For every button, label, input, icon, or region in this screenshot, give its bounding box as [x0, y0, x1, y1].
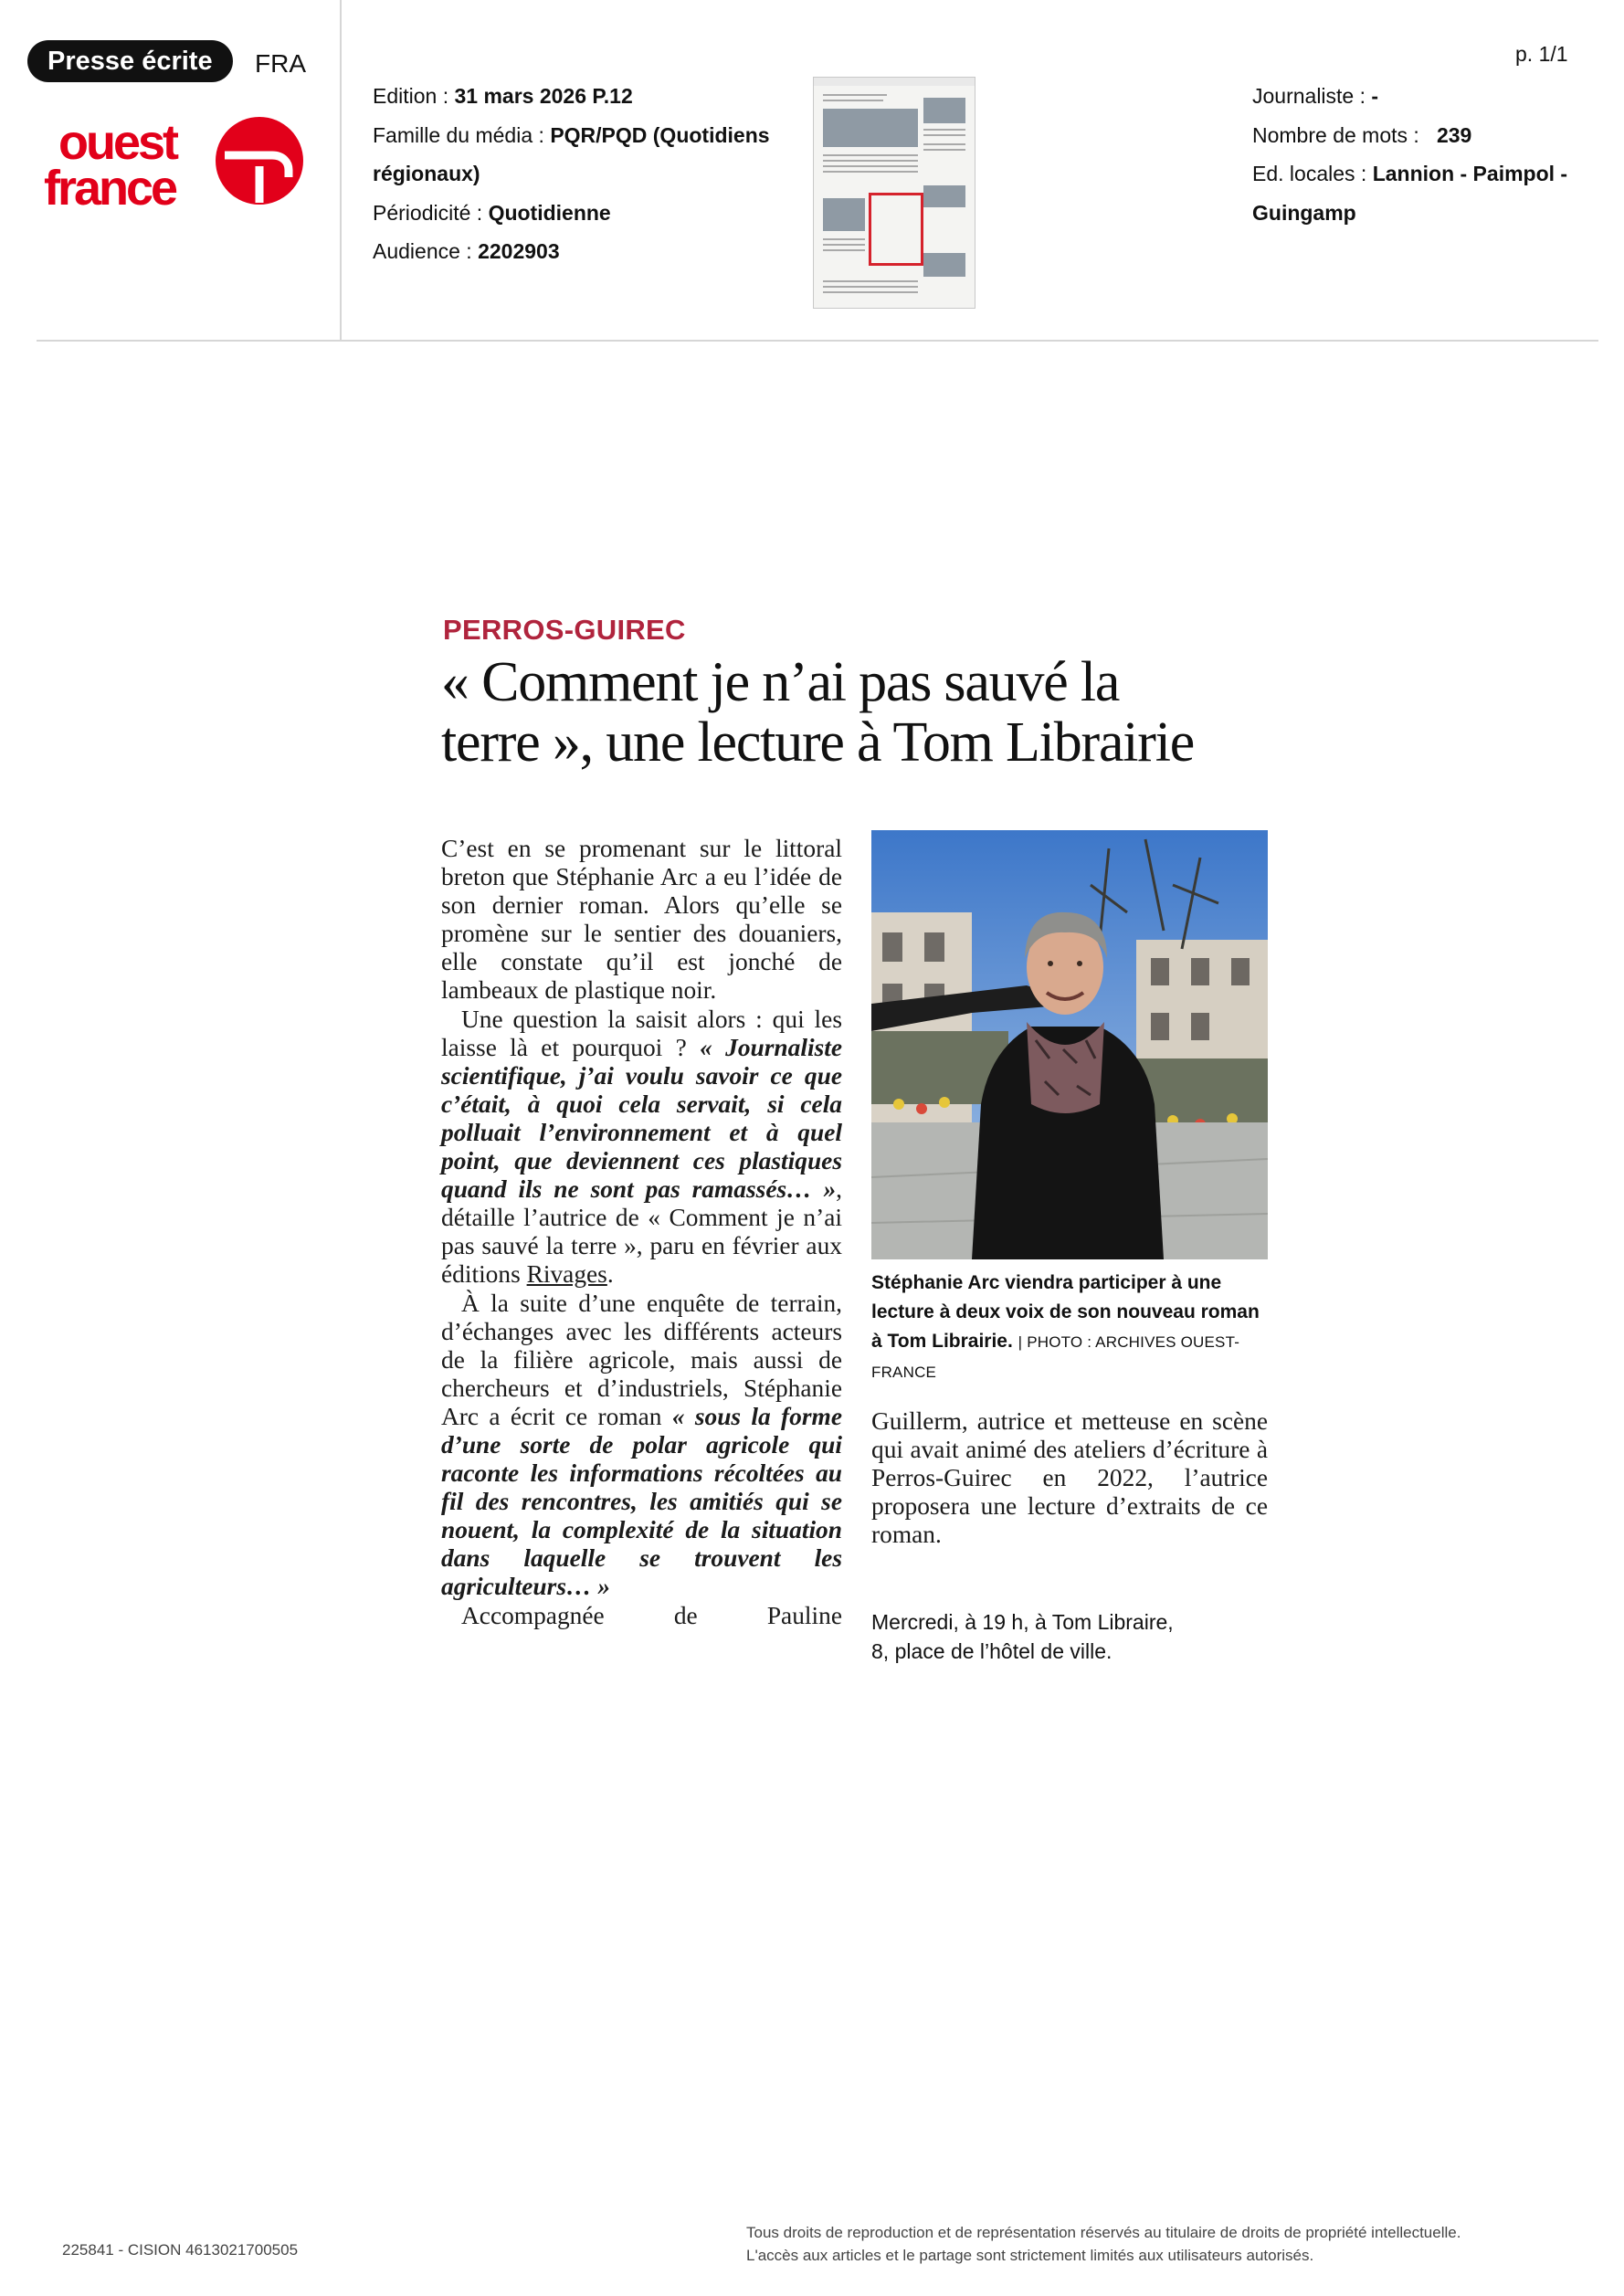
mots-row: Nombre de mots : 239	[1252, 122, 1472, 147]
legal-line-1: Tous droits de reproduction et de représentation réservés au titulaire de droits de propriété intellectuelle.	[746, 2224, 1461, 2241]
paragraph-3: À la suite d’une enquête de terrain, d’échanges avec les différents acteurs de la filière agricole, mais aussi de chercheurs et d’industriels, Stéphanie Arc a écrit ce roman « sous la forme d’une sorte de polar agricole qui raconte les informations récoltées au fil des rencontres, les amitiés qui se nouent, la complexité de la situation dans laquelle se trouvent les agriculteurs… »	[441, 1289, 842, 1601]
event-info	[871, 1607, 1268, 1666]
quote-polar: « sous la forme d’une sorte de polar agricole qui raconte les informations récoltées au fil des rencontres, les amitiés qui se nouent, la complexité de la situation dans laquelle se trouvent les agriculteurs… »	[441, 1402, 842, 1601]
paragraph-5: Guillerm, autrice et metteuse en scène qui avait animé des ateliers d’écriture à Perros-Guirec en 2022, l’autrice proposera une lecture d’extraits de ce roman.	[871, 1407, 1268, 1549]
audience-row: Audience : 2202903	[373, 239, 560, 263]
page-thumbnail[interactable]	[813, 77, 975, 309]
edition-metadata	[373, 77, 802, 271]
article-body-column-1	[441, 835, 842, 1630]
headline-line-1: « Comment je n’ai pas sauvé la	[441, 651, 1120, 713]
article-kicker: PERROS-GUIREC	[443, 614, 686, 646]
header-vertical-divider	[340, 0, 342, 341]
quote-journaliste: « Journaliste scientifique, j’ai voulu savoir ce que c’était, à quoi cela servait, si cela polluait l’environnement et à quel point, que deviennent ces plastiques quand ils ne sont pas ramassés… »	[441, 1033, 842, 1204]
document-id: 225841 - CISION 4613021700505	[62, 2241, 299, 2259]
legal-notice	[746, 2221, 1568, 2267]
famille-row-cont: régionaux)	[373, 162, 480, 185]
edition-row: Edition : 31 mars 2026 P.12	[373, 84, 633, 108]
page-number: p. 1/1	[1515, 42, 1568, 66]
famille-row: Famille du média : PQR/PQD (Quotidiens	[373, 122, 770, 147]
periodicite-row: Périodicité : Quotidienne	[373, 200, 611, 225]
logo-roundel-icon	[216, 117, 303, 205]
headline-line-2: terre », une lecture à Tom Librairie	[441, 711, 1195, 774]
article-headline	[441, 652, 1281, 773]
publisher-name: Rivages	[526, 1260, 607, 1289]
article-body-column-2	[871, 1407, 1268, 1549]
ed-locales-row-cont: Guingamp	[1252, 200, 1356, 225]
event-address: 8, place de l’hôtel de ville.	[871, 1639, 1113, 1663]
legal-line-2: L'accès aux articles et le partage sont strictement limités aux utilisateurs autorisés.	[746, 2247, 1314, 2264]
journalist-metadata	[1252, 77, 1599, 232]
paragraph-1: C’est en se promenant sur le littoral breton que Stéphanie Arc a eu l’idée de son dernier roman. Alors qu’elle se promène sur le sentier des douaniers, elle constate qu’il est jonché de lambeaux de plastique noir.	[441, 835, 842, 1005]
event-time: Mercredi, à 19 h, à Tom Libraire,	[871, 1610, 1174, 1634]
logo-word-france: france	[44, 161, 176, 210]
media-type-badge: Presse écrite	[27, 40, 233, 82]
photo-credit: | PHOTO : ARCHIVES OUEST-FRANCE	[871, 1333, 1240, 1381]
paragraph-2: Une question la saisit alors : qui les laisse là et pourquoi ? « Journaliste scientifique, j’ai voulu savoir ce que c’était, à quoi cela servait, si cela polluait l’environnement et à quel point, que deviennent ces plastiques quand ils ne sont pas ramassés… », détaille l’autrice de « Comment je n’ai pas sauvé la terre », paru en février aux éditions Rivages.	[441, 1005, 842, 1289]
caption-text: Stéphanie Arc viendra participer à une lecture à deux voix de son nouveau roman à Tom Librairie.	[871, 1272, 1260, 1352]
language-code: FRA	[255, 49, 306, 78]
logo-word-ouest: ouest	[58, 115, 177, 170]
author-photo	[871, 830, 1268, 1259]
journaliste-row: Journaliste : -	[1252, 84, 1379, 108]
paragraph-4: Accompagnée de Pauline	[461, 1601, 842, 1629]
ed-locales-row: Ed. locales : Lannion - Paimpol -	[1252, 162, 1568, 185]
photo-caption	[871, 1269, 1268, 1387]
header-horizontal-divider	[37, 340, 1598, 342]
ouest-france-logo	[42, 113, 307, 210]
